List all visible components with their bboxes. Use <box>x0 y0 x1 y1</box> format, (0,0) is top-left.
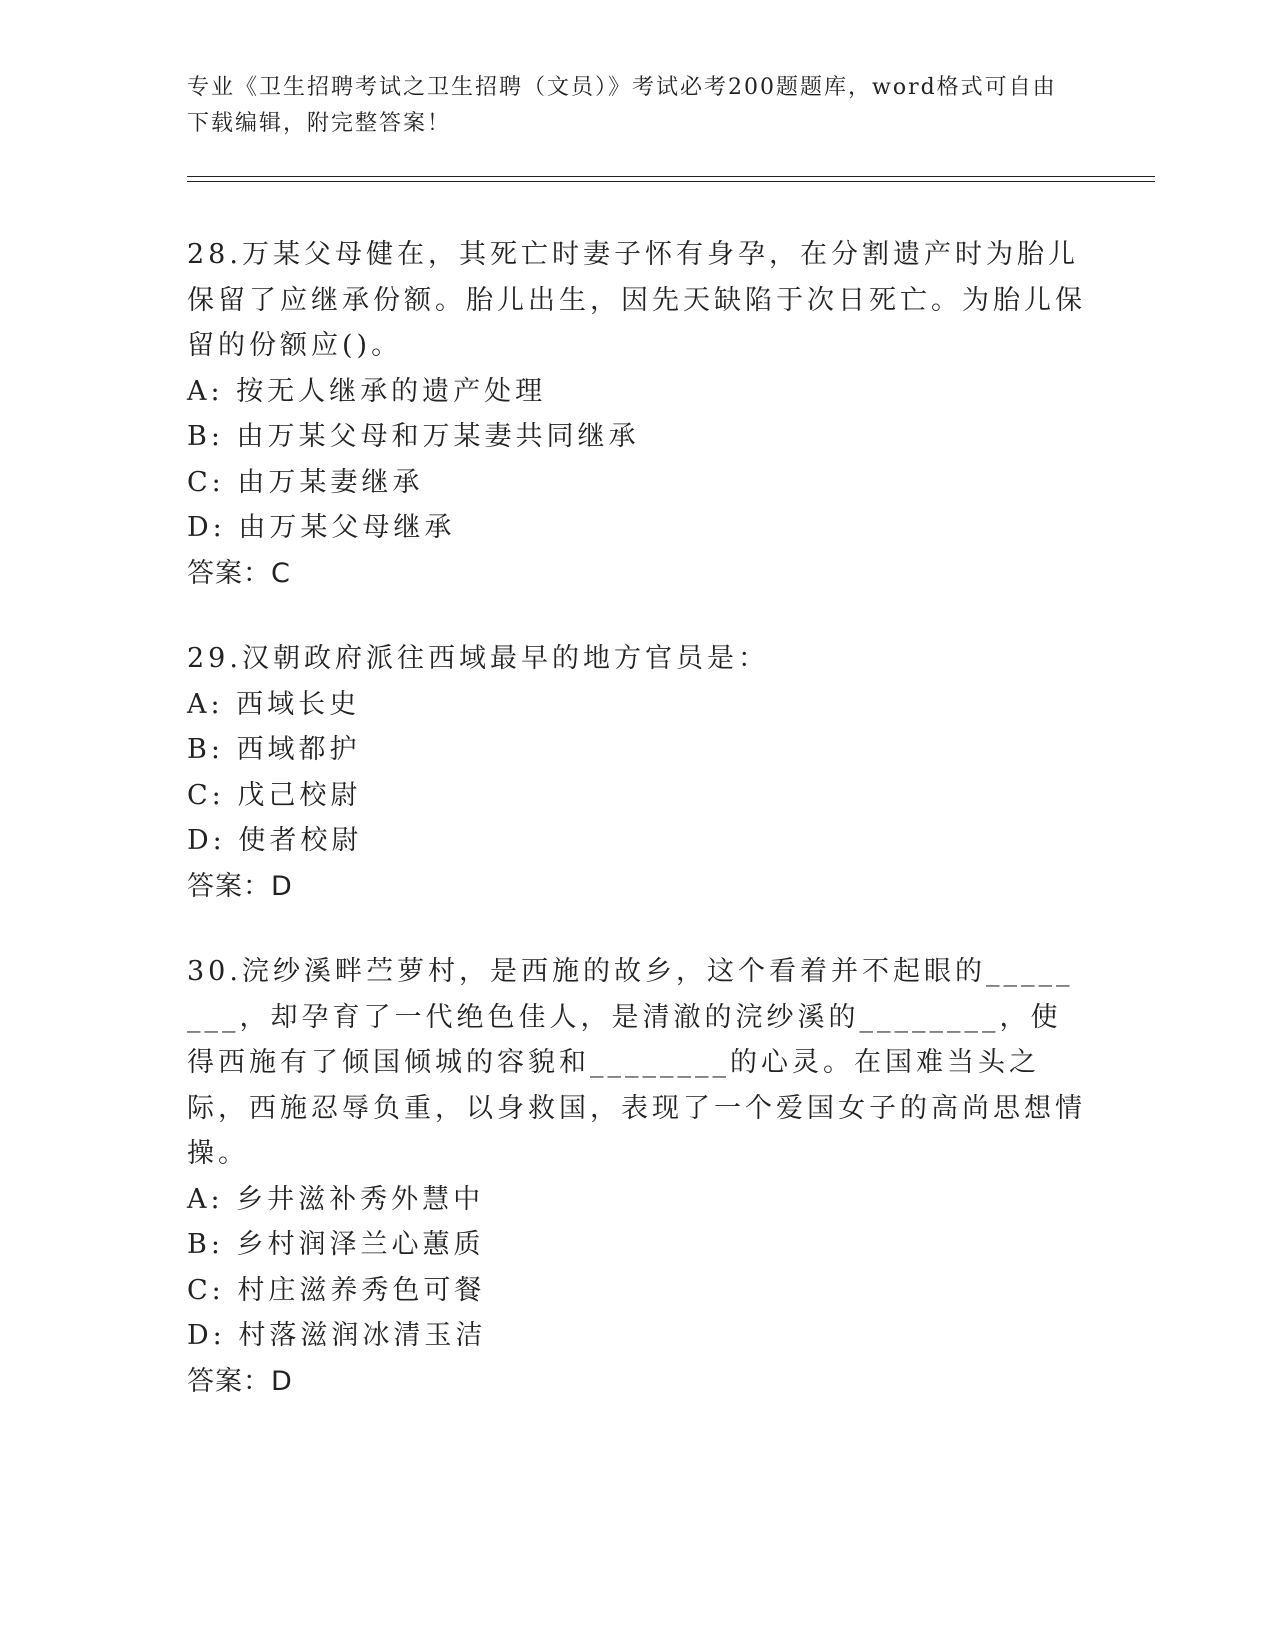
answer-line: 答案：C <box>187 557 291 589</box>
question-stem: 29.汉朝政府派往西域最早的地方官员是： <box>187 643 769 674</box>
option-a: A: 按无人继承的遗产处理 <box>187 375 547 407</box>
question-stem: 28.万某父母健在，其死亡时妻子怀有身孕，在分割遗产时为胎儿保留了应继承份额。胎儿出生，因先天缺陷于次日死亡。为胎儿保留的份额应()。 <box>187 239 1086 361</box>
question-stem: 30.浣纱溪畔苎萝村，是西施的故乡，这个看着并不起眼的________，却孕育了一代绝色佳人，是清澈的浣纱溪的________，使得西施有了倾国倾城的容貌和________的心灵。在国难当头之际，西施忍辱负重，以身救国，表现了一个爱国女子的高尚思想情操。 <box>187 956 1086 1169</box>
question-28 <box>187 232 1087 596</box>
option-a: A: 乡井滋补秀外慧中 <box>187 1183 485 1215</box>
option-d: D: 村落滋润冰清玉洁 <box>187 1320 487 1351</box>
option-b: B: 乡村润泽兰心蕙质 <box>187 1229 485 1260</box>
header-divider <box>187 176 1155 182</box>
option-b: B: 西域都护 <box>187 734 361 765</box>
option-c: C: 由万某妻继承 <box>187 466 424 498</box>
question-30 <box>187 949 1087 1404</box>
option-c: C: 村庄滋养秀色可餐 <box>187 1274 486 1306</box>
option-d: D: 由万某父母继承 <box>187 512 456 543</box>
question-list <box>187 232 1087 1444</box>
question-29 <box>187 636 1087 909</box>
document-header: 专业《卫生招聘考试之卫生招聘（文员）》考试必考200题题库，word格式可自由下载编辑，附完整答案！ <box>187 75 1057 136</box>
answer-line: 答案：D <box>187 870 293 902</box>
option-b: B: 由万某父母和万某妻共同继承 <box>187 421 640 452</box>
answer-line: 答案：D <box>187 1365 293 1397</box>
option-a: A: 西域长史 <box>187 688 361 720</box>
option-d: D: 使者校尉 <box>187 825 363 856</box>
option-c: C: 戊己校尉 <box>187 779 362 811</box>
